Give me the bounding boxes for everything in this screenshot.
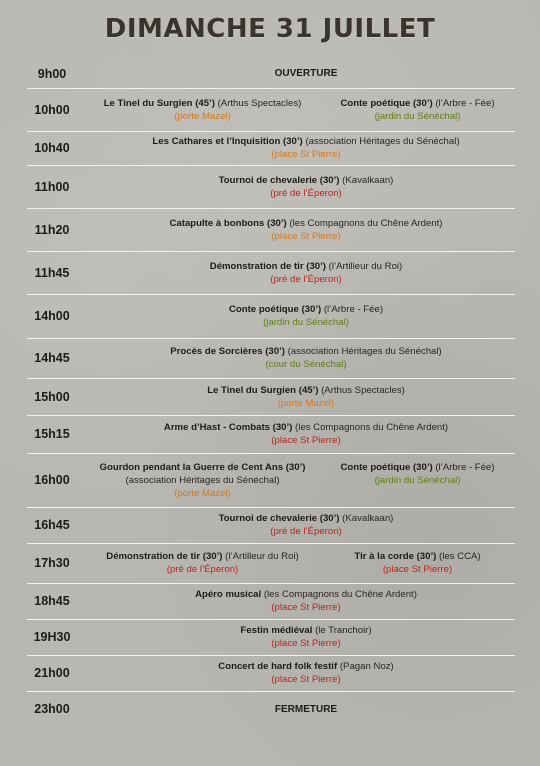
time-slot: 18h45 — [34, 594, 70, 608]
event-organizer: (l’Artilleur du Roi) — [328, 261, 403, 272]
event-entry — [320, 550, 515, 576]
event-entry — [85, 461, 320, 500]
event-location: (place St Pierre) — [271, 602, 341, 613]
event-name: Tir à la corde (30’) — [354, 551, 437, 562]
event-location: (pré de l’Éperon) — [270, 526, 342, 537]
time-slot: 11h20 — [34, 223, 70, 237]
schedule-row — [27, 454, 515, 508]
event-name: Festin médiéval — [240, 625, 313, 636]
event-name: Le Tinel du Surgien (45’) — [207, 385, 319, 396]
time-slot: 21h00 — [34, 666, 70, 680]
time-slot: 16h45 — [34, 518, 70, 532]
event-name: Démonstration de tir (30’) — [106, 551, 223, 562]
event-entry — [97, 135, 515, 161]
time-slot: 11h45 — [34, 266, 70, 280]
event-entry — [97, 660, 515, 686]
event-name: Conte poétique (30’) — [228, 304, 322, 315]
event-entry — [97, 260, 515, 286]
time-slot: 10h00 — [34, 103, 70, 117]
time-slot: 15h15 — [34, 427, 70, 441]
event-entry — [97, 588, 515, 614]
event-organizer: (les Compagnons du Chêne Ardent) — [263, 589, 417, 600]
event-location: (place St Pierre) — [382, 564, 453, 575]
event-name: Conte poétique (30’) — [340, 98, 433, 109]
time-slot: 14h00 — [34, 309, 70, 323]
event-organizer: (Pagan Noz) — [339, 661, 394, 672]
event-organizer: (association Héritages du Sénéchal) — [287, 346, 442, 357]
event-name: Le Tinel du Surgien (45’) — [103, 98, 215, 109]
event-location: (pré de l’Éperon) — [270, 274, 342, 285]
time-slot: 11h00 — [34, 180, 70, 194]
event-organizer: (l’Artilleur du Roi) — [225, 551, 299, 562]
event-location: (place St Pierre) — [271, 674, 341, 685]
event-organizer: (Arthus Spectacles) — [321, 385, 405, 396]
event-organizer: (l’Arbre - Fée) — [323, 304, 384, 315]
event-name: Conte poétique (30’) — [340, 462, 433, 473]
event-organizer: (Kavalkaan) — [342, 513, 394, 524]
schedule-row — [27, 295, 515, 339]
event-organizer: (les CCA) — [439, 551, 481, 562]
event-location: (jardin du Sénéchal) — [374, 475, 461, 486]
schedule-row — [27, 584, 515, 620]
event-entry — [97, 67, 515, 80]
event-location: (place St Pierre) — [271, 435, 341, 446]
event-location: (place St Pierre) — [271, 149, 341, 160]
time-slot: 16h00 — [34, 473, 70, 487]
event-entry — [97, 384, 515, 410]
schedule — [27, 60, 515, 728]
event-name: Procès de Sorcières (30’) — [170, 346, 285, 357]
event-location: (porte Mazel) — [277, 398, 335, 409]
event-organizer: (Kavalkaan) — [342, 175, 394, 186]
event-location: (porte Mazel) — [174, 488, 231, 499]
event-name: Apéro musical — [195, 589, 262, 600]
schedule-row — [27, 379, 515, 416]
event-entry — [97, 303, 515, 329]
time-slot: 23h00 — [34, 702, 70, 716]
event-name: Tournoi de chevalerie (30’) — [218, 175, 340, 186]
schedule-row — [27, 132, 515, 166]
event-organizer: (les Compagnons du Chêne Ardent) — [289, 218, 443, 229]
event-name: Tournoi de chevalerie (30’) — [218, 513, 340, 524]
schedule-row — [27, 339, 515, 379]
event-location: (pré de l’Éperon) — [270, 188, 342, 199]
event-entry — [97, 703, 515, 716]
schedule-row — [27, 544, 515, 584]
event-entry — [97, 217, 515, 243]
event-location: (pré de l’Éperon) — [166, 564, 239, 575]
schedule-row — [27, 209, 515, 252]
schedule-row — [27, 166, 515, 209]
event-name: Concert de hard folk festif — [218, 661, 338, 672]
event-organizer: (les Compagnons du Chêne Ardent) — [295, 422, 449, 433]
event-entry — [97, 345, 515, 371]
event-name: Les Cathares et l’Inquisition (30’) — [152, 136, 303, 147]
time-slot: 17h30 — [34, 556, 70, 570]
event-name: FERMETURE — [274, 704, 338, 715]
schedule-row — [27, 89, 515, 132]
schedule-row — [27, 508, 515, 544]
event-location: (jardin du Sénéchal) — [374, 111, 461, 122]
event-organizer: (le Tranchoir) — [315, 625, 372, 636]
page-title: DIMANCHE 31 JUILLET — [104, 14, 436, 44]
schedule-row — [27, 656, 515, 692]
event-entry — [97, 624, 515, 650]
schedule-row — [27, 416, 515, 454]
event-entry — [320, 461, 515, 487]
event-entry — [97, 421, 515, 447]
schedule-row — [27, 620, 515, 656]
event-organizer: (l’Arbre - Fée) — [435, 98, 495, 109]
time-slot: 14h45 — [34, 351, 70, 365]
event-organizer: (Arthus Spectacles) — [217, 98, 302, 109]
time-slot: 9h00 — [37, 67, 67, 81]
event-entry — [320, 97, 515, 123]
event-organizer: (association Héritages du Sénéchal) — [125, 475, 280, 486]
event-entry — [97, 174, 515, 200]
event-location: (place St Pierre) — [271, 638, 341, 649]
schedule-row — [27, 252, 515, 295]
event-name: OUVERTURE — [274, 68, 338, 79]
event-location: (place St Pierre) — [271, 231, 341, 242]
event-organizer: (association Héritages du Sénéchal) — [305, 136, 460, 147]
event-location: (porte Mazel) — [174, 111, 231, 122]
time-slot: 19H30 — [33, 630, 71, 644]
event-organizer: (l’Arbre - Fée) — [435, 462, 495, 473]
event-entry — [97, 512, 515, 538]
schedule-row — [27, 60, 515, 89]
event-name: Gourdon pendant la Guerre de Cent Ans (30’) — [99, 462, 306, 473]
event-location: (cour du Sénéchal) — [265, 359, 347, 370]
time-slot: 10h40 — [34, 141, 70, 155]
event-name: Catapulte à bonbons (30’) — [169, 218, 287, 229]
event-name: Démonstration de tir (30’) — [209, 261, 326, 272]
event-name: Arme d’Hast - Combats (30’) — [163, 422, 293, 433]
event-location: (jardin du Sénéchal) — [263, 317, 349, 328]
time-slot: 15h00 — [34, 390, 70, 404]
event-entry — [85, 550, 320, 576]
event-entry — [85, 97, 320, 123]
schedule-row — [27, 692, 515, 728]
